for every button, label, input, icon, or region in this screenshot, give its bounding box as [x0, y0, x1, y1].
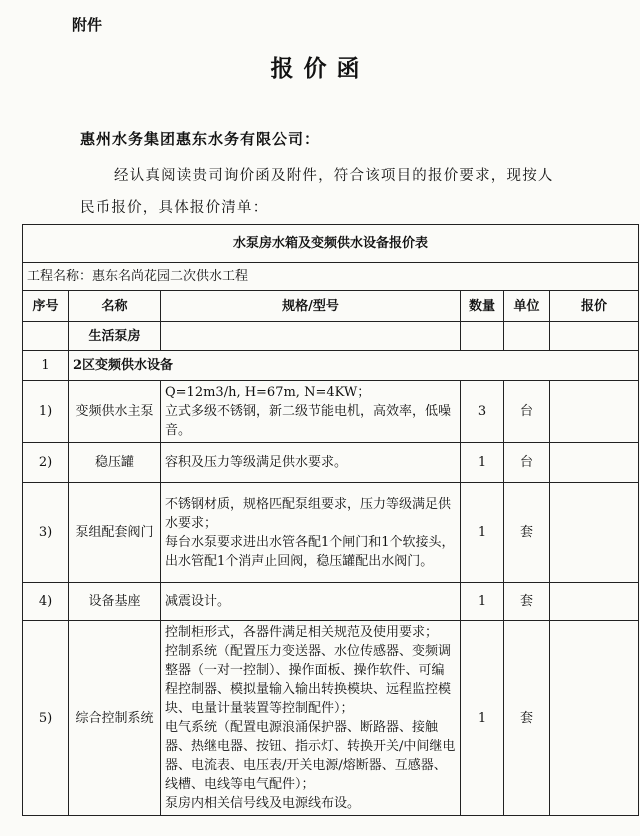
row-qty: 1: [461, 583, 504, 621]
table-caption: 水泵房水箱及变频供水设备报价表: [23, 225, 639, 263]
header-spec: 规格/型号: [161, 291, 461, 322]
row-price: [550, 583, 639, 621]
section-row: [23, 322, 639, 351]
row-no: 2): [23, 443, 69, 483]
row-price: [550, 381, 639, 443]
row-spec: [161, 621, 461, 816]
table-row: [23, 583, 639, 621]
row-no: 5): [23, 621, 69, 816]
spec-line: 容积及压力等级满足供水要求。: [165, 455, 348, 470]
table-row: [23, 621, 639, 816]
row-spec: [161, 583, 461, 621]
group-no: 1: [23, 351, 69, 381]
table-row: [23, 443, 639, 483]
header-qty: 数量: [461, 291, 504, 322]
header-row: [23, 291, 639, 322]
spec-line: 不锈钢材质，规格匹配泵组要求，压力等级满足供水要求；: [165, 496, 452, 531]
row-qty: 1: [461, 483, 504, 583]
table-row: [23, 381, 639, 443]
table-caption-row: [23, 225, 639, 263]
row-name: 设备基座: [69, 583, 161, 621]
attachment-label: 附件: [72, 16, 103, 34]
row-no: 3): [23, 483, 69, 583]
row-name: 综合控制系统: [69, 621, 161, 816]
intro-line-1: 经认真阅读贵司询价函及附件，符合该项目的报价要求，现按人: [114, 168, 554, 184]
row-name: 泵组配套阀门: [69, 483, 161, 583]
spec-line: 电气系统（配置电源浪涌保护器、断路器、接触器、热继电器、按钮、指示灯、转换开关/中间继电器、电流表、电压表/开关电源/熔断器、互感器、线槽、电线等电气配件）；: [165, 720, 456, 792]
row-spec: [161, 443, 461, 483]
project-name: 工程名称：惠东名尚花园二次供水工程: [23, 263, 639, 291]
row-no: 4): [23, 583, 69, 621]
row-name: 稳压罐: [69, 443, 161, 483]
document-title: 报价函: [270, 56, 370, 82]
header-no: 序号: [23, 291, 69, 322]
spec-line: 泵房内相关信号线及电源线布设。: [165, 796, 361, 811]
row-qty: 1: [461, 443, 504, 483]
section-name: 生活泵房: [69, 322, 161, 351]
quotation-table: [22, 224, 639, 816]
section-no: [23, 322, 69, 351]
row-unit: 套: [504, 621, 550, 816]
project-row: [23, 263, 639, 291]
spec-line: 控制柜形式，各器件满足相关规范及使用要求；: [165, 625, 439, 640]
row-no: 1): [23, 381, 69, 443]
row-price: [550, 443, 639, 483]
row-name: 变频供水主泵: [69, 381, 161, 443]
header-name: 名称: [69, 291, 161, 322]
header-unit: 单位: [504, 291, 550, 322]
spec-line: 立式多级不锈钢，新二级节能电机，高效率，低噪音。: [165, 404, 452, 438]
group-name: 2区变频供水设备: [69, 351, 639, 381]
row-unit: 台: [504, 443, 550, 483]
row-unit: 套: [504, 483, 550, 583]
intro-line-2: 民币报价，具体报价清单：: [80, 200, 269, 216]
spec-line: 每台水泵要求进出水管各配1个闸门和1个软接头，出水管配1个消声止回阀，稳压罐配出水阀门。: [165, 534, 455, 569]
row-qty: 1: [461, 621, 504, 816]
row-price: [550, 483, 639, 583]
header-price: 报价: [550, 291, 639, 322]
row-spec: [161, 483, 461, 583]
spec-line: Q=12m3/h, H=67m, N=4KW；: [165, 385, 371, 400]
spec-line: 控制系统（配置压力变送器、水位传感器、变频调整器（一对一控制）、操作面板、操作软件、可编程控制器、模拟量输入输出转换模块、远程监控模块、电量计量装置等控制配件）；: [165, 644, 452, 716]
row-qty: 3: [461, 381, 504, 443]
row-spec: [161, 381, 461, 443]
group-row: [23, 351, 639, 381]
spec-line: 减震设计。: [165, 594, 231, 609]
table-row: [23, 483, 639, 583]
row-unit: 台: [504, 381, 550, 443]
row-unit: 套: [504, 583, 550, 621]
row-price: [550, 621, 639, 816]
addressee: 惠州水务集团惠东水务有限公司：: [80, 130, 321, 148]
